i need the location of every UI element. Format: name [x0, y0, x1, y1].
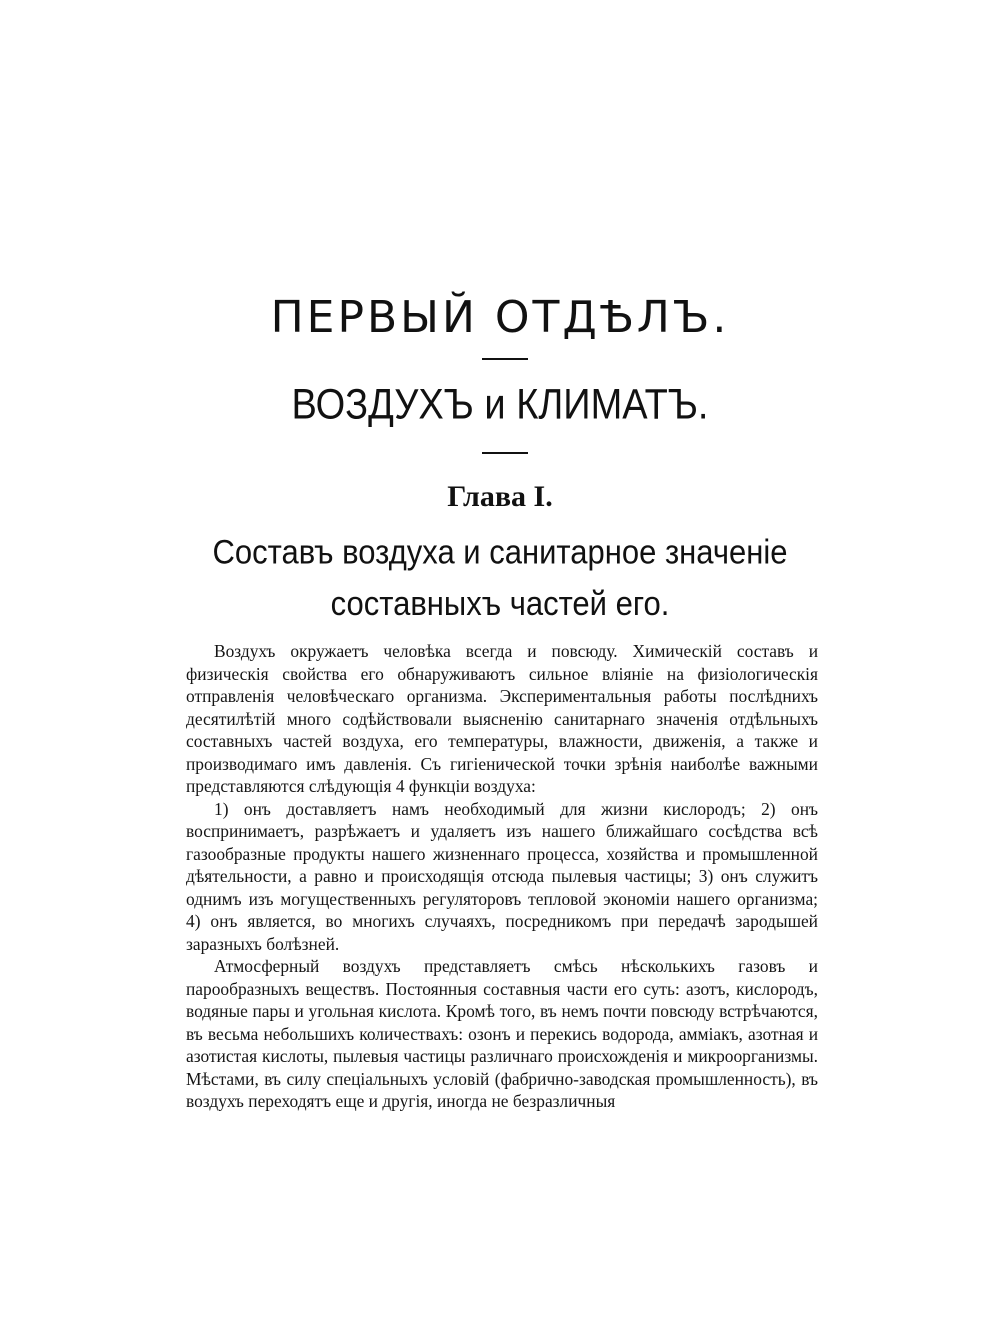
body-text	[186, 640, 818, 1113]
divider-rule	[482, 358, 528, 360]
paragraph: Воздухъ окружаетъ человѣка всегда и повсюду. Химическій составъ и физическія свойства его обнаруживаютъ сильное вліяніе на физіологическія отправленія человѣческаго организма. Экспериментальныя работы послѣднихъ десятилѣтій много содѣйствовали выясненію санитарнаго значенія отдѣльныхъ составныхъ частей воздуха, его температуры, влажности, движенія, а также и производимаго имъ давленія. Съ гигіенической точки зрѣнія наиболѣе важными представляются слѣдующія 4 функціи воздуха:	[186, 641, 818, 796]
chapter-heading: Глава I.	[447, 480, 553, 513]
divider-rule	[482, 452, 528, 454]
part-title: ПЕРВЫЙ ОТДѢЛЪ.	[270, 292, 730, 343]
section-title: ВОЗДУХЪ и КЛИМАТЪ.	[291, 381, 709, 429]
chapter-title: Составъ воздуха и санитарное значенie составныхъ частей его.	[212, 532, 788, 623]
paragraph: 1) онъ доставляетъ намъ необходимый для жизни кислородъ; 2) онъ воспринимаетъ, разрѣжаетъ и удаляетъ изъ нашего ближайшаго сосѣдства всѣ газообразные продукты нашего жизненнаго процесса, хозяйства и промышленной дѣятельности, а равно и происходящія отсюда пылевыя частицы; 3) онъ служитъ однимъ изъ могущественныхъ регуляторовъ тепловой экономіи нашего организма; 4) онъ является, во многихъ случаяхъ, посредникомъ при передачѣ зародышей заразныхъ болѣзней.	[186, 798, 818, 954]
paragraph: Атмосферный воздухъ представляетъ смѣсь нѣсколькихъ газовъ и парообразныхъ веществъ. Постоянныя составныя части его суть: азотъ, кислородъ, водяные пары и угольная кислота. Кромѣ того, въ немъ почти повсюду встрѣчаются, въ весьма небольшихъ количествахъ: озонъ и перекись водорода, аммiакъ, азотная и азотистая кислоты, пылевыя частицы различнаго происхожденія и микроорганизмы. Мѣстами, въ силу спеціальныхъ условій (фабрично-заводская промышленность), въ воздухъ переходятъ еще и другія, иногда не безразличныя	[186, 956, 818, 1111]
